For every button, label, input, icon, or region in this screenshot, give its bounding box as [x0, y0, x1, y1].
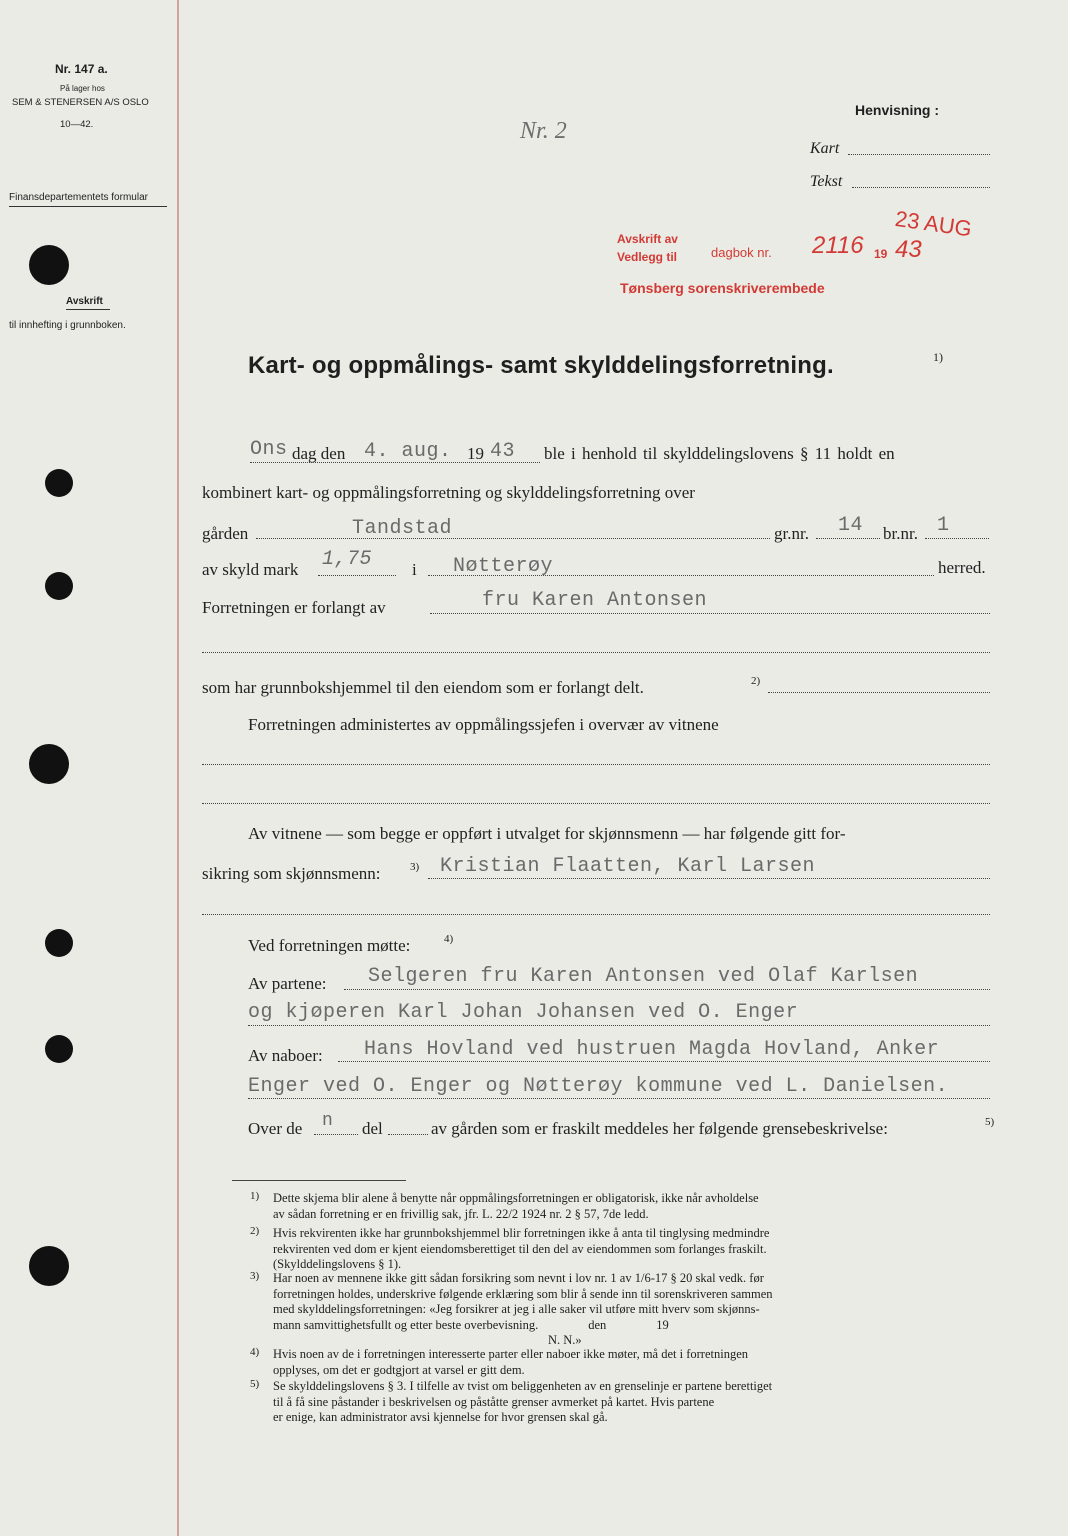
- grunnbok-line: som har grunnbokshjemmel til den eiendom som er forlangt delt.: [202, 678, 644, 697]
- vitner-line1: Av vitnene — som begge er oppført i utvalget for skjønnsmenn — har følgende gitt for-: [248, 824, 846, 843]
- binder-hole: [29, 1246, 69, 1286]
- naboer-value-1: Hans Hovland ved hustruen Magda Hovland, Anker: [364, 1038, 940, 1061]
- avskrift-label: Avskrift: [66, 296, 103, 307]
- binder-hole: [29, 245, 69, 285]
- brnr-field-line: [925, 538, 989, 539]
- i-label: i: [412, 560, 417, 579]
- over-de-label: Over de: [248, 1119, 303, 1138]
- grnr-value: 14: [838, 514, 864, 537]
- document-title: Kart- og oppmålings- samt skylddelingsforretning.: [248, 352, 834, 379]
- vitne-field-line-1: [202, 764, 990, 765]
- form-owner: Finansdepartementets formular: [9, 192, 148, 203]
- stamp-date: 23 AUG: [893, 206, 974, 242]
- stamp-office: Tønsberg sorenskriverembede: [620, 280, 825, 296]
- form-number: Nr. 147 a.: [55, 62, 108, 76]
- line1-rest: ble i henhold til skylddelingslovens § 11 holdt en: [544, 444, 895, 463]
- grunnbok-note: 2): [751, 675, 761, 687]
- brnr-label: br.nr.: [883, 524, 918, 543]
- vitne-field-line-2: [202, 803, 990, 804]
- tekst-field-line: [852, 187, 990, 188]
- skyld-field-line: [318, 575, 396, 576]
- skyld-value: 1,75: [322, 548, 373, 571]
- forlangt-label: Forretningen er forlangt av: [202, 598, 386, 617]
- garden-field-line: [256, 538, 770, 539]
- margin-rule: [177, 0, 179, 1536]
- naboer-field-line-1: [338, 1061, 990, 1062]
- vitner-line2: sikring som skjønnsmenn:: [202, 864, 381, 883]
- herred-label: herred.: [938, 558, 986, 577]
- stamp-line2: Vedlegg til: [617, 250, 678, 264]
- garden-label: gården: [202, 524, 249, 543]
- binder-hole: [45, 469, 73, 497]
- reference-tekst: Tekst: [810, 173, 843, 190]
- year-prefix: 19: [467, 444, 484, 463]
- stamp-year: 43: [895, 236, 922, 263]
- naboer-field-line-2: [248, 1098, 990, 1099]
- forlangt-value: fru Karen Antonsen: [482, 589, 708, 612]
- vitner-field-line-2: [202, 914, 990, 915]
- grnr-label: gr.nr.: [774, 524, 809, 543]
- reference-kart: Kart: [810, 140, 840, 157]
- weekday-value: Ons: [250, 438, 288, 461]
- date-code: 10—42.: [60, 119, 94, 130]
- del-field-line: [388, 1134, 428, 1135]
- naboer-value-2: Enger ved O. Enger og Nøtterøy kommune ved L. Danielsen.: [248, 1075, 949, 1098]
- binder-hole: [45, 929, 73, 957]
- kart-field-line: [848, 154, 990, 155]
- partene-field-line-2: [248, 1025, 990, 1026]
- vitner-note: 3): [410, 861, 420, 873]
- stamp-year-prefix: 19: [874, 247, 888, 261]
- publisher-line1: På lager hos: [60, 84, 105, 93]
- garden-value: Tandstad: [352, 517, 453, 540]
- form-owner-rule: [9, 206, 167, 207]
- del-label: del: [362, 1119, 383, 1138]
- footnote-4: Hvis noen av de i forretningen interesserte parter eller naboer ikke møter, må det i forretningen opplyses, om det er godtgjort at varsel er gitt dem.: [273, 1347, 749, 1377]
- dag-den-label: dag den: [292, 444, 346, 463]
- over-fill-value: n: [322, 1111, 334, 1131]
- footnote-mark: 3): [250, 1270, 260, 1282]
- date-field-line: [250, 462, 540, 463]
- brnr-value: 1: [937, 514, 950, 537]
- forlangt-field-line: [430, 613, 990, 614]
- binder-hole: [45, 1035, 73, 1063]
- partene-value-1: Selgeren fru Karen Antonsen ved Olaf Karlsen: [368, 965, 919, 988]
- footnote-1: Dette skjema blir alene å benytte når oppmålingsforretningen er obligatorisk, ikke når avholdelse av sådan forretning er en frivillig sak, jfr. L. 22/2 1924 nr. 2 § 57, 7de ledd.: [273, 1191, 759, 1221]
- vitner-value: Kristian Flaatten, Karl Larsen: [440, 855, 816, 878]
- title-note: 1): [933, 350, 943, 364]
- date-value: 4. aug.: [364, 440, 452, 463]
- mote-note: 4): [444, 933, 454, 945]
- footnote-mark: 5): [250, 1378, 260, 1390]
- footnote-3: Har noen av mennene ikke gitt sådan forsikring som nevnt i lov nr. 1 av 1/6-17 § 20 skal vedk. før forretningen holdes, underskrive følgende erklæring som blir å sende inn til sorenskriveren sammen med skylddelingsforretningen: «Jeg forsikrer at jeg i alle saker vil utføre mitt hverv som skjønns- mann samvittighetsfullt og etter beste overbevisning. den 19 N. N.»: [273, 1271, 773, 1347]
- reference-label: Henvisning :: [855, 102, 940, 118]
- blank-field-line: [202, 652, 990, 653]
- stamp-dagbok-label: dagbok nr.: [711, 245, 772, 260]
- over-fill-line: [314, 1134, 358, 1135]
- herred-value: Nøtterøy: [453, 555, 554, 578]
- footnote-mark: 2): [250, 1225, 260, 1237]
- grunnbok-field-line: [768, 692, 990, 693]
- vitner-field-line: [428, 878, 990, 879]
- binder-hole: [45, 572, 73, 600]
- footnote-rule: [232, 1180, 406, 1181]
- binder-hole: [29, 744, 69, 784]
- footnote-5: Se skylddelingslovens § 3. I tilfelle av tvist om beliggenheten av en grenselinje er partene berettiget til å få sine påstander i beskrivelsen og påståtte grenser avmerket på kartet. Hvis partene er enige, kan administrator avsi kjennelse for hvor grensen skal gå.: [273, 1379, 773, 1424]
- avskrift-rule: [66, 309, 110, 310]
- over-note: 5): [985, 1116, 995, 1128]
- footnote-2: Hvis rekvirenten ikke har grunnbokshjemmel blir forretningen ikke å anta til tinglysing medmindre rekvirenten ved dom er kjent eiendomsberettiget til den del av eiendommen som forlanges fraskilt. (Skylddelingslovens § 1).: [273, 1226, 770, 1271]
- over-rest: av gården som er fraskilt meddeles her følgende grensebeskrivelse:: [431, 1119, 888, 1138]
- stamp-dagbok-number: 2116: [812, 232, 864, 259]
- mote-label: Ved forretningen møtte:: [248, 936, 411, 955]
- administrert-line: Forretningen administertes av oppmålingssjefen i overvær av vitnene: [248, 715, 719, 734]
- stamp-line1: Avskrift av: [617, 232, 678, 246]
- naboer-label: Av naboer:: [248, 1046, 323, 1065]
- grnr-field-line: [816, 538, 880, 539]
- footnote-mark: 4): [250, 1346, 260, 1358]
- footnote-mark: 1): [250, 1190, 260, 1202]
- partene-label: Av partene:: [248, 974, 327, 993]
- publisher-line2: SEM & STENERSEN A/S OSLO: [12, 97, 149, 108]
- handwritten-number: Nr. 2: [520, 118, 567, 144]
- partene-field-line-1: [344, 989, 990, 990]
- line2: kombinert kart- og oppmålingsforretning og skylddelingsforretning over: [202, 483, 695, 502]
- avskrift-note: til innhefting i grunnboken.: [9, 320, 126, 331]
- year-value: 43: [490, 440, 516, 463]
- partene-value-2: og kjøperen Karl Johan Johansen ved O. Enger: [248, 1001, 799, 1024]
- skyld-label: av skyld mark: [202, 560, 299, 579]
